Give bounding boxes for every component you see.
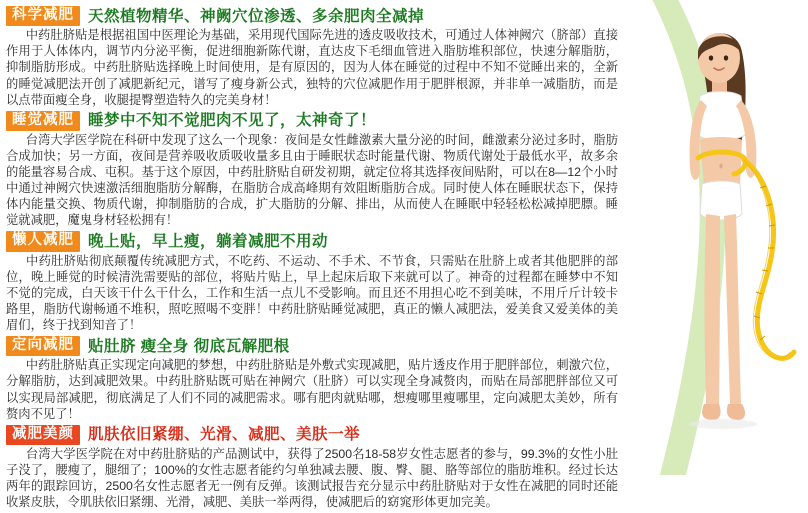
section-1-title: 睡梦中不知不觉肥肉不见了，太神奇了！: [88, 112, 377, 130]
section-3-body-text: 中药肚脐贴真正实现定向减肥的梦想，中药肚脐贴是外敷式实现减肥，贴片透皮作用于肥胖部位，刺激穴位，分解脂肪，达到减肥效果。中药肚脐贴既可贴在神阙穴（肚脐）可以实现全身减赘肉，而贴在局部肥胖部位又可以实现局部减肥，彻底满足了人们不同的减肥需求。哪有肥肉就贴哪，想瘦哪里瘦哪里，定向减肥太美妙，所有赘肉不见了！: [6, 358, 618, 421]
section-2-body-text: 中药肚脐贴彻底颠覆传统减肥方式，不吃药、不运动、不手术、不节食，只需贴在肚脐上或者其他肥胖的部位，晚上睡觉的时候清洗需要贴的部位，将贴片贴上，早上起床后取下来就可以了。神奇的过程都在睡梦中不知不觉的完成，白天该干什么干什么，工作和生活一点儿不受影响。而且还不用担心吃不到美味，不用斤斤计较卡路里，脂肪代谢畅通不堆积，照吃照喝不变胖！中药肚脐贴睡觉减肥，真正的懒人减肥法，爱美食又爱美体的美眉们，终于找到知音了！: [6, 253, 618, 333]
section-3: [6, 336, 620, 422]
woman-figure-icon: [608, 0, 808, 475]
section-2-tag: 懒人减肥: [6, 231, 80, 251]
section-3-title: 贴肚脐 瘦全身 彻底瓦解肥根: [88, 337, 290, 355]
section-4-title: 肌肤依旧紧绷、光滑、减肥、美肤一举: [88, 426, 361, 444]
section-4-tag: 减肥美颜: [6, 425, 80, 445]
section-2-body: [6, 253, 620, 333]
section-1-headline: [6, 111, 620, 131]
section-0: [6, 6, 620, 108]
section-1-body-text: 台湾大学医学院在科研中发现了这么一个现象：夜间是女性雌激素大量分泌的时间，雌激素分泌过多时，脂肪合成加快；另一方面，夜间是营养吸收质吸收量多且由于睡眠状态时能量代谢、物质代谢处于最低水平，故多余的能量容易合成、屯积。基于这个原因，中药肚脐贴自研发初期，就定位将其选择夜间贴附，可以在8—12个小时中通过神阙穴快速激活细胞脂肪分解酶，在脂肪合成高峰期有效阻断脂肪合成。同时使人体在睡眠状态下，保持体内能量交换、物质代谢，抑制脂肪的合成，扩大脂肪的分解、排出，从而使人在睡眠中轻轻松松减掉肥膘。睡觉就减肥，魔鬼身材轻松拥有！: [6, 132, 618, 228]
section-1: [6, 111, 620, 229]
section-3-headline: [6, 336, 620, 356]
section-4: [6, 425, 620, 511]
section-0-body-text: 中药肚脐贴是根据祖国中医理论为基础，采用现代国际先进的透皮吸收技术，可通过人体神阙穴（脐部）直接作用于人体体内，调节内分泌平衡，促进细胞新陈代谢，直达皮下毛细血管进入脂肪堆积部位，快速分解脂肪，抑制脂肪形成。中药肚脐贴选择晚上时间使用，是有原因的，因为人体在睡觉的过程中不知不觉睡出来的，全新的睡觉减肥法开创了减肥新纪元，谱写了瘦身新公式，独特的穴位减肥作用于肥胖根源，并非单一减脂肪，而是以点带面瘦全身，收腿提臀塑造特久的完美身材！: [6, 28, 618, 107]
section-3-tag: 定向减肥: [6, 336, 80, 356]
section-3-body: [6, 357, 620, 421]
section-2-title: 晚上贴，早上瘦，躺着减肥不用动: [88, 233, 329, 251]
section-1-body: [6, 132, 620, 229]
section-0-title: 天然植物精华、神阙穴位渗透、多余肥肉全减掉: [88, 7, 425, 25]
section-1-tag: 睡觉减肥: [6, 111, 80, 131]
section-0-tag: 科学减肥: [6, 6, 80, 26]
illustration-panel: [608, 0, 808, 475]
section-4-body-text: 台湾大学医学院在对中药肚脐贴的产品测试中，获得了2500名18-58岁女性志愿者的参与，99.3%的女性小肚子没了，腰瘦了，腿细了；100%的女性志愿者能约匀单独减去腰、腹、臀、腿、胳等部位的脂肪堆积。经过长达两年的跟踪回访，2500名女性志愿者无一例有反弹。该测试报告充分显示中药肚脐贴对于女性在减肥的同时还能收紧皮肤，令肌肤依旧紧绷、光滑，减肥、美肤一举两得，使减肥后的窈窕形体更加完美。: [6, 446, 618, 510]
section-0-headline: [6, 6, 620, 26]
section-4-body: [6, 446, 620, 510]
section-0-body: [6, 27, 620, 107]
section-4-headline: [6, 425, 620, 445]
section-2: [6, 231, 620, 333]
section-2-headline: [6, 231, 620, 251]
